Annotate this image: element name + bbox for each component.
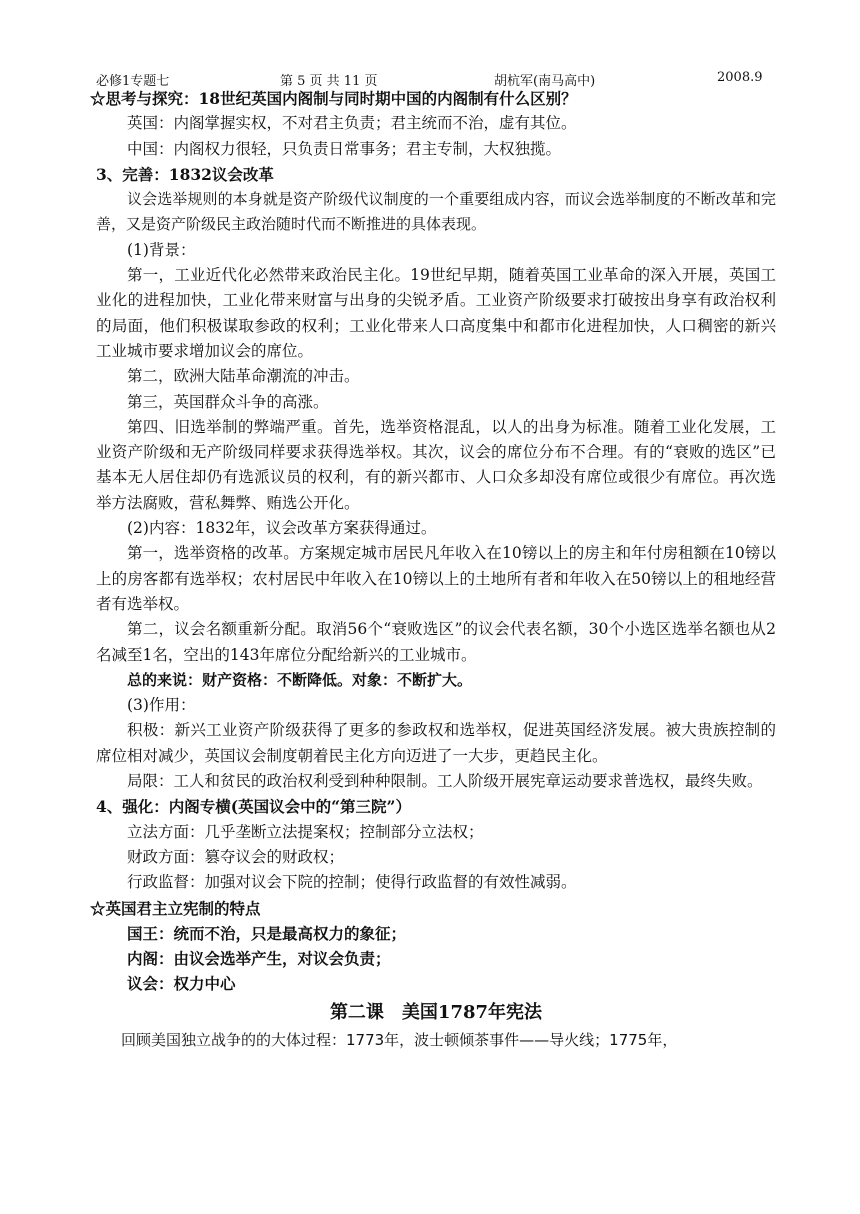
section4-finance: 财政方面：篡夺议会的财政权；: [127, 847, 345, 866]
content-title: (2)内容：1832年，议会改革方案获得通过。: [127, 519, 437, 538]
reform-summary: 总的来说：财产资格：不断降低。对象：不断扩大。: [127, 670, 473, 689]
header-author: 胡杭军(南马高中): [494, 74, 596, 89]
lesson2-review: 回顾美国独立战争的的大体过程：1773年，波士顿倾茶事件——导火线；1775年，: [121, 1030, 678, 1049]
feature-king: 国王：统而不治，只是最高权力的象征；: [127, 923, 407, 943]
section3-intro: 议会选举规则的本身就是资产阶级代议制度的一个重要组成内容，而议会选举制度的不断改革和完善，又是资产阶级民主政治随时代而不断推进的具体表现。: [96, 190, 776, 234]
document-page: [90, 64, 776, 1053]
feature-parliament: 议会：权力中心: [127, 974, 236, 994]
section4-legislation: 立法方面：几乎垄断立法提案权；控制部分立法权；: [127, 822, 484, 841]
background-point-3: 第三，英国群众斗争的高涨。: [127, 392, 329, 411]
think-china: 中国：内阁权力很轻，只负责日常事务；君主专制，大权独揽。: [127, 139, 562, 158]
features-heading: ☆英国君主立宪制的特点: [90, 898, 261, 918]
content-point-2: 第二，议会名额重新分配。取消56个“衰败选区”的议会代表名额，30个小选区选举名额也从2名减至1名，空出的143年席位分配给新兴的工业城市。: [96, 620, 776, 664]
feature-cabinet: 内阁：由议会选举产生，对议会负责；: [127, 949, 391, 969]
effect-positive: 积极：新兴工业资产阶级获得了更多的参政权和选举权，促进英国经济发展。被大贵族控制的席位相对减少，英国议会制度朝着民主化方向迈进了一大步，更趋民主化。: [96, 721, 776, 765]
section4-heading: 4、强化：内阁专横(英国议会中的“第三院”）: [96, 797, 411, 817]
content-point-1: 第一，选举资格的改革。方案规定城市居民凡年收入在10镑以上的房主和年付房租额在10镑以上的房客都有选举权；农村居民中年收入在10镑以上的土地所有者和年收入在50镑以上的租地经营者有选举权。: [96, 544, 776, 613]
lesson2-title: 第二课 美国1787年宪法: [329, 1001, 543, 1023]
background-point-4: 第四、旧选举制的弊端严重。首先，选举资格混乱，以人的出身为标准。随着工业化发展，工业资产阶级和无产阶级同样要求获得选举权。其次，议会的席位分布不合理。有的“衰败的选区”已基本无人居住却仍有选派议员的权利，有的新兴都市、人口众多却没有席位或很少有席位。再次选举方法腐败，营私舞弊、贿选公开化。: [96, 417, 776, 512]
think-england: 英国：内阁掌握实权，不对君主负责；君主统而不治，虚有其位。: [127, 114, 577, 133]
effect-title: (3)作用：: [127, 696, 196, 715]
background-point-1: 第一，工业近代化必然带来政治民主化。19世纪早期，随着英国工业革命的深入开展，英国工业化的进程加快，工业化带来财富与出身的尖锐矛盾。工业资产阶级要求打破按出身享有政治权利的局面，他们积极谋取参政的权利；工业化带来人口高度集中和都市化进程加快，人口稠密的新兴工业城市要求增加议会的席位。: [96, 266, 776, 360]
page-header: [96, 64, 776, 89]
effect-limit: 局限：工人和贫民的政治权利受到种种限制。工人阶级开展宪章运动要求普选权，最终失败。: [127, 772, 763, 791]
background-point-2: 第二，欧洲大陆革命潮流的冲击。: [127, 367, 360, 386]
header-date: 2008.9: [717, 70, 763, 85]
header-course: 必修1专题七: [96, 74, 170, 89]
think-question: ☆思考与探究：18世纪英国内阁制与同时期中国的内阁制有什么区别？: [90, 89, 577, 108]
background-title: (1)背景：: [127, 240, 196, 259]
section4-supervision: 行政监督：加强对议会下院的控制；使得行政监督的有效性减弱。: [127, 873, 577, 892]
header-page-number: 第 5 页 共 11 页: [280, 74, 378, 89]
section3-heading: 3、完善：1832议会改革: [96, 164, 274, 184]
